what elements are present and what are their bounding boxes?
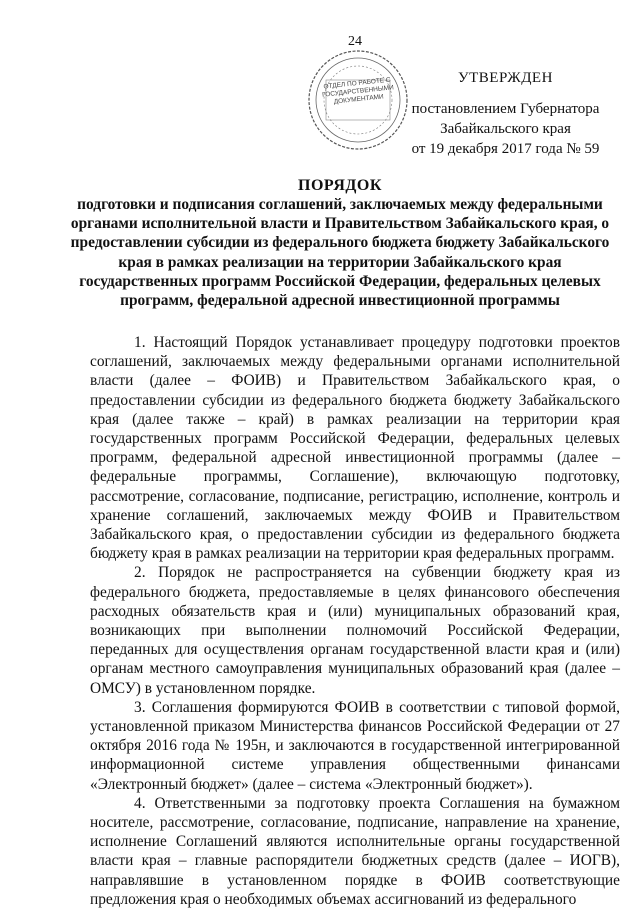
paragraph: 4. Ответственными за подготовку проекта Соглашения на бумажном носителе, рассмотрение, согласование, подписание, направление на хранение, исполнение Соглашений являются исполнительные органы государственной власти края – главные распорядители бюджетных средств (далее – ИОГВ), направлявшие в установленном порядке в ФОИВ соответствующие предложения края о необходимых объемах ассигнований из федерального — [90, 794, 620, 908]
title-subtitle: подготовки и подписания соглашений, заключаемых между федеральными органами исполнительной власти и Правительством Забайкальского края, о предоставлении субсидии из федерального бюджета бюджету Забайкальского края в рамках реализации на территории Забайкальского края государственных программ Российской Федерации, федеральных целевых программ, федеральной адресной инвестиционной программы — [70, 196, 610, 310]
paragraph: 1. Настоящий Порядок устанавливает процедуру подготовки проектов соглашений, заключаемых между федеральными органами исполнительной власти (далее – ФОИВ) и Правительством Забайкальского края, о предоставлении субсидии из федерального бюджета бюджету Забайкальского края (далее также – край) в рамках реализации на территории края государственных программ Российской Федерации, федеральных целевых программ, федеральной адресной инвестиционной программы (далее – федеральные программы, Соглашение), включающую подготовку, рассмотрение, согласование, подписание, регистрацию, исполнение, контроль и хранение соглашений, заключаемых между ФОИВ и Правительством Забайкальского края, о предоставлении субсидии из федерального бюджета бюджету края в рамках реализации на территории края федеральных программ. — [90, 334, 620, 563]
decree-reference — [398, 99, 613, 159]
decree-line: постановлением Губернатора — [411, 101, 600, 117]
stamp-text: ОТДЕЛ ПО РАБОТЕ С ГОСУДАРСТВЕННЫМИ ДОКУМЕНТАМИ — [321, 76, 395, 106]
page-number: 24 — [348, 34, 362, 49]
decree-line: от 19 декабря 2017 года № 59 — [411, 141, 600, 157]
document-title — [60, 176, 620, 310]
document-body — [90, 333, 620, 909]
approved-label: УТВЕРЖДЕН — [458, 70, 553, 86]
paragraph: 3. Соглашения формируются ФОИВ в соответствии с типовой формой, установленной приказом Министерства финансов Российской Федерации от 27 октября 2016 года № 195н, и заключаются в государственной интегрированной информационной системе управления общественными финансами «Электронный бюджет» (далее – система «Электронный бюджет»). — [90, 698, 620, 793]
paragraph: 2. Порядок не распространяется на субвенции бюджету края из федерального бюджета, предоставляемые в целях финансового обеспечения расходных обязательств края и (или) муниципальных образований края, возникающих при выполнении полномочий Российской Федерации, переданных для осуществления органам государственной власти края и (или) органам местного самоуправления муниципальных образований края (далее – ОМСУ) в установленном порядке. — [90, 564, 620, 697]
title-main: ПОРЯДОК — [298, 177, 382, 194]
decree-line: Забайкальского края — [440, 121, 571, 137]
